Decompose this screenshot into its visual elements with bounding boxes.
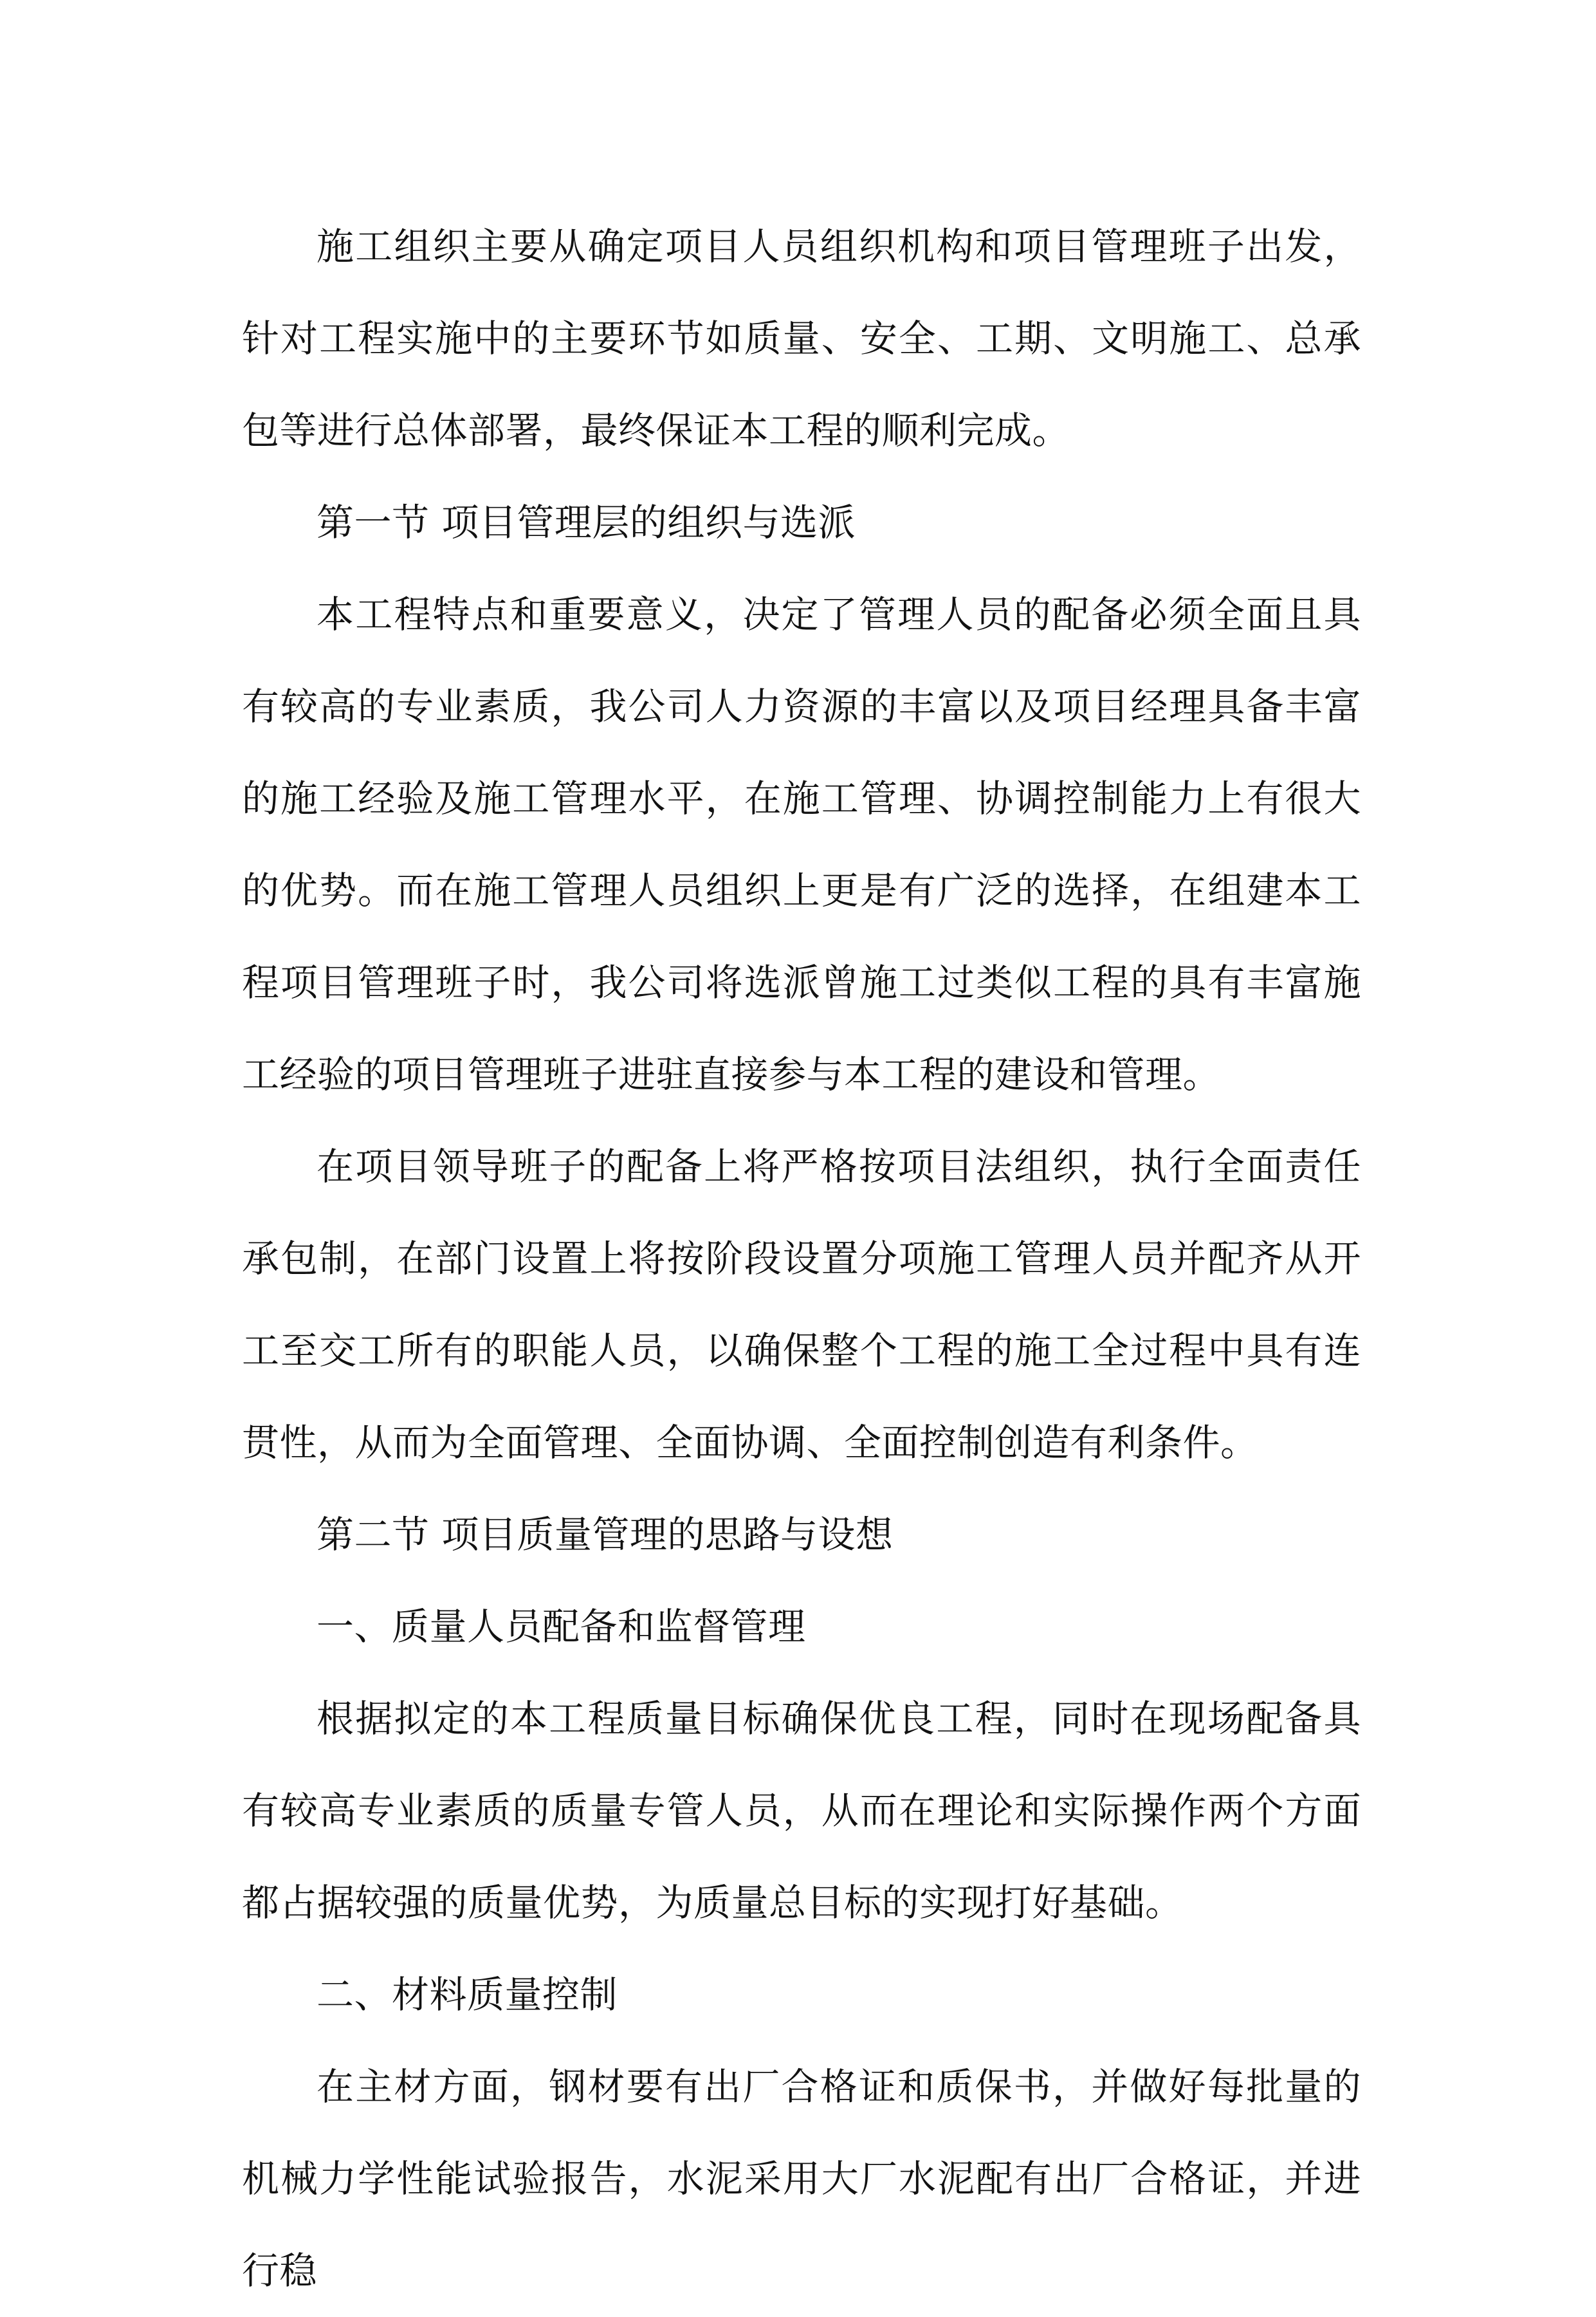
section-heading-1: 第一节 项目管理层的组织与选派 [316, 501, 856, 544]
paragraph-intro: 施工组织主要从确定项目人员组织机构和项目管理班子出发，针对工程实施中的主要环节如质量、安全、工期、文明施工、总承包等进行总体部署，最终保证本工程的顺利完成。 [242, 225, 1361, 452]
paragraph-management-team: 本工程特点和重要意义，决定了管理人员的配备必须全面且具有较高的专业素质，我公司人力资源的丰富以及项目经理具备丰富的施工经验及施工管理水平，在施工管理、协调控制能力上有很大的优势。而在施工管理人员组织上更是有广泛的选择，在组建本工程项目管理班子时，我公司将选派曾施工过类似工程的具有丰富施工经验的项目管理班子进驻直接参与本工程的建设和管理。 [242, 593, 1361, 1096]
paragraph-leadership: 在项目领导班子的配备上将严格按项目法组织，执行全面责任承包制，在部门设置上将按阶段设置分项施工管理人员并配齐从开工至交工所有的职能人员，以确保整个工程的施工全过程中具有连贯性，从而为全面管理、全面协调、全面控制创造有利条件。 [242, 1145, 1361, 1464]
paragraph-material-quality: 在主材方面，钢材要有出厂合格证和质保书，并做好每批量的机械力学性能试验报告，水泥采用大厂水泥配有出厂合格证，并进行稳 [242, 2065, 1361, 2293]
paragraph-quality-staff: 根据拟定的本工程质量目标确保优良工程，同时在现场配备具有较高专业素质的质量专管人员，从而在理论和实际操作两个方面都占据较强的质量优势，为质量总目标的实现打好基础。 [242, 1697, 1361, 1925]
document-body [242, 201, 1361, 2317]
subheading-quality-staff: 一、质量人员配备和监督管理 [316, 1605, 806, 1648]
subheading-material-quality: 二、材料质量控制 [316, 1973, 618, 2017]
section-heading-2: 第二节 项目质量管理的思路与设想 [316, 1513, 894, 1556]
